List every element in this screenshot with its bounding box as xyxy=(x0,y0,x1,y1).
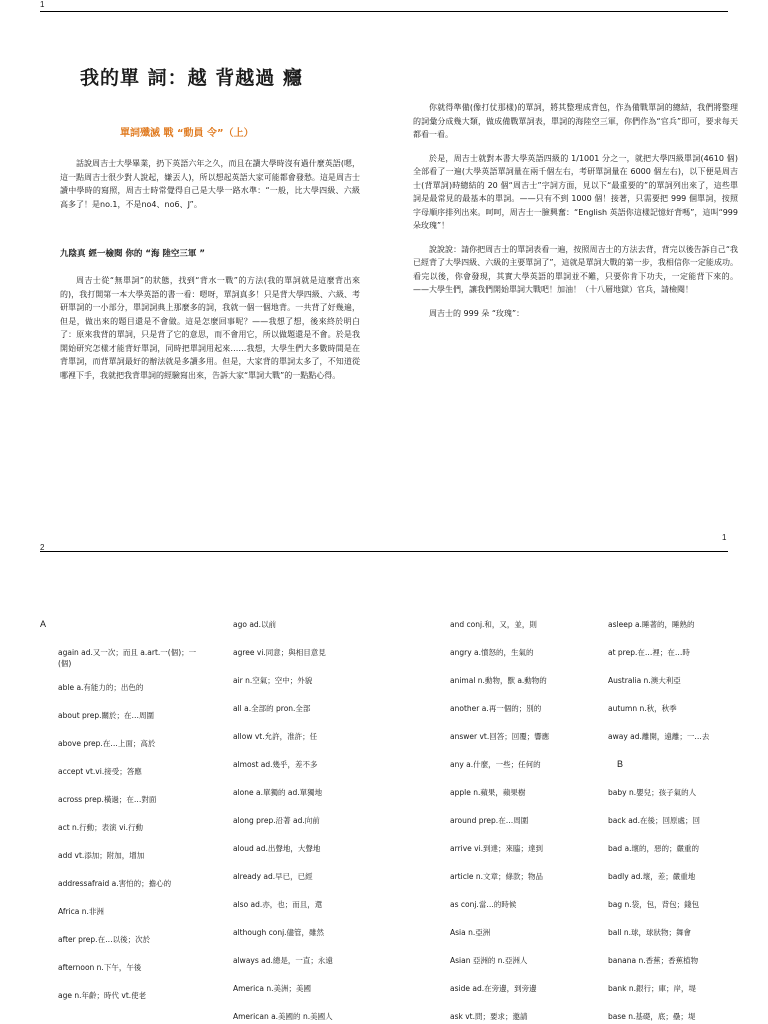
vocabulary-entry: ago ad.以前 xyxy=(233,620,277,629)
vocabulary-entry: angry a.憤怒的，生氣的 xyxy=(450,648,534,657)
vocabulary-entry: at prep.在…裡；在…時 xyxy=(608,648,690,657)
vocabulary-entry: ask vt.問；要求；邀請 xyxy=(450,1012,528,1021)
vocabulary-entry: article n.文章；條款；物品 xyxy=(450,872,544,881)
vocabulary-entry: arrive vi.到達；來臨；達到 xyxy=(450,844,544,853)
vocabulary-entry: animal n.動物，獸 a.動物的 xyxy=(450,676,547,685)
vocabulary-entry: always ad.總是，一直；永遠 xyxy=(233,956,333,965)
vocabulary-entry: asleep a.睡著的，睡熟的 xyxy=(608,620,695,629)
vocabulary-entry: around prep.在…周圍 xyxy=(450,816,529,825)
vocabulary-entry: Asian 亞洲的 n.亞洲人 xyxy=(450,956,528,965)
vocabulary-entry: baby n.嬰兒；孩子氣的人 xyxy=(608,788,697,797)
paragraph: 周吉士從“無單詞”的狀態，找到“背水一戰”的方法(我的單詞就是這麼背出來的)，我打開第一本大學英語的書一看：嗯呀，單詞真多！只是背大學四級、六級、考研單詞的一小部分，單詞詞典上那麼多的詞，我就一個一個地背。一共背了好幾遍，但是，做出來的題目還是不會做。這是怎麼回事呢？——我想了想，後來終於明白了：原來我背的單詞，只是背了它的意思，而不會用它，所以做題還是不會。於是我開始研究怎樣才能背好單詞，同時把單詞用起來……我想，大學生們大多數時間是在背單詞，而背單詞最好的辦法就是多讀多用。但是，大家背的單詞太多了，不知道從哪裡下手，我就把我背單詞的經驗寫出來，告訴大家“單詞大戰”的一點點心得。 xyxy=(60,276,360,380)
vocabulary-entry: already ad.早已，已經 xyxy=(233,872,313,881)
paragraph: 周吉士的 999 朵 “玫瑰”： xyxy=(429,308,525,318)
vocabulary-entry: bank n.銀行；庫；岸，堤 xyxy=(608,984,696,993)
vocabulary-entry: alone a.單獨的 ad.單獨地 xyxy=(233,788,323,797)
vocabulary-entry: American a.美國的 n.美國人 xyxy=(233,1012,333,1021)
page-number-bottom: 1 xyxy=(722,533,727,542)
vocabulary-entry: almost ad.幾乎，差不多 xyxy=(233,760,318,769)
paragraph: 你就得準備(像打仗那樣)的單詞，將其整理成背包，作為備戰單詞的總結，我們將整理的詞彙分成幾大類，做成備戰單詞表，單詞的海陸空三軍，你們作為“官兵”即可，要求每天都看一看。 xyxy=(413,103,738,139)
page-divider-2 xyxy=(40,551,728,552)
vocabulary-entry: answer vt.回答；回覆；響應 xyxy=(450,732,550,741)
vocabulary-entry: age n.年齡；時代 vt.使老 xyxy=(58,991,147,1000)
paragraph: 話說周吉士大學畢業，扔下英語六年之久，而且在讀大學時沒有過什麼英語(嗯，這一點周吉士很少對人說起，嫌丟人)，所以想起英語大家可能都會發愁。這是周吉士讀中學時的寫照，周吉士時常覺得自己是大學一路水準：“一般，比大學四級、六級高多了！是no.1，不是no4、no6、J”。 xyxy=(60,159,360,209)
vocabulary-entry: again ad.又一次；而且 a.art.一(個)；一(個) xyxy=(58,648,197,668)
vocabulary-entry: away ad.離開，遠離；一…去 xyxy=(608,732,710,741)
page-divider xyxy=(40,11,728,12)
vocabulary-entry: aside ad.在旁邊，到旁邊 xyxy=(450,984,537,993)
vocabulary-entry: air n.空氣；空中；外貌 xyxy=(233,676,313,685)
vocabulary-entry: able a.有能力的；出色的 xyxy=(58,683,144,692)
section-heading: 九陰真 經一檢閱 你的 “海 陸空三軍 ” xyxy=(60,249,205,259)
vocabulary-entry: autumn n.秋，秋季 xyxy=(608,704,677,713)
page-number-top-2: 2 xyxy=(40,543,45,552)
left-column-intro xyxy=(60,157,360,247)
vocabulary-entry: America n.美洲；美國 xyxy=(233,984,311,993)
vocabulary-entry: about prep.關於；在…周圍 xyxy=(58,711,154,720)
document-title: 我的單 詞：越 背越過 癮 xyxy=(80,67,303,89)
vocabulary-entry: after prep.在…以後；次於 xyxy=(58,935,151,944)
section-letter-a: A xyxy=(40,619,47,629)
vocabulary-entry: agree vi.同意；與相目意見 xyxy=(233,648,326,657)
document-subtitle: 單詞殲滅 戰 “動員 令”（上） xyxy=(120,128,254,139)
vocabulary-entry: bag n.袋，包，背包；錢包 xyxy=(608,900,700,909)
vocabulary-entry: base n.基礎，底；壘；堤 xyxy=(608,1012,696,1021)
vocabulary-entry: aloud ad.出聲地，大聲地 xyxy=(233,844,321,853)
page-number-top: 1 xyxy=(40,0,45,9)
vocabulary-entry: back ad.在後；回原處；回 xyxy=(608,816,700,825)
vocabulary-entry: badly ad.壞，差；嚴重地 xyxy=(608,872,696,881)
vocabulary-entry: act n.行動；表演 vi.行動 xyxy=(58,823,143,832)
vocabulary-entry: apple n.蘋果，蘋果樹 xyxy=(450,788,526,797)
vocabulary-entry: as conj.當…的時候 xyxy=(450,900,517,909)
paragraph: 於是，周吉士就對本書大學英語四級的 1/1001 分之一，就把大學四級單詞(4610 個)全部看了一遍(大學英語單詞量在兩千個左右，考研單詞量在 6000 個左右)，以下便是周吉士(背單詞)時總結的 20 個“周吉士”字詞方面，見以下“最重要的”的單詞列出來了，這些單詞是最常見的最基本的單詞。——只有不到 1000 個！接著，只需要把 999 個單詞，按照字母順序排列出來。呵呵，周吉士一臉興奮：“English 英語你這樣記憶好背嗎”，這叫“999 朵玫瑰”！ xyxy=(413,153,738,230)
vocabulary-entry: along prep.沿著 ad.向前 xyxy=(233,816,320,825)
vocabulary-entry: and conj.和，又，並，則 xyxy=(450,620,537,629)
vocabulary-entry: Africa n.非洲 xyxy=(58,907,104,916)
vocabulary-entry: allow vt.允許，准許；任 xyxy=(233,732,318,741)
vocabulary-entry: any a.什麼，一些；任何的 xyxy=(450,760,541,769)
vocabulary-entry: Australia n.澳大利亞 xyxy=(608,676,681,685)
paragraph: 說說說：請你把周吉士的單詞表看一遍，按照周吉士的方法去背，背完以後告訴自己“我已經背了大學四級、六級的主要單詞了”，這就是單詞大戰的第一步，我相信你一定能成功。看完以後，你會發現，其實大學英語的單詞並不難，只要你肯下功夫，一定能背下來的。——大學生們，讓我們開始單詞大戰吧！加油！（十八層地獄）官兵，請檢閱！ xyxy=(413,244,738,294)
right-column-body xyxy=(413,101,738,391)
vocabulary-entry: Asia n.亞洲 xyxy=(450,928,491,937)
vocabulary-entry: all a.全部的 pron.全部 xyxy=(233,704,311,713)
vocabulary-entry: across prep.橫過；在…對面 xyxy=(58,795,157,804)
vocabulary-entry: above prep.在…上面；高於 xyxy=(58,739,156,748)
vocabulary-entry: bad a.壞的，惡的；嚴重的 xyxy=(608,844,699,853)
vocabulary-entry: banana n.香蕉；香蕉植物 xyxy=(608,956,699,965)
vocabulary-entry: although conj.儘管，雖然 xyxy=(233,928,325,937)
vocabulary-entry: afternoon n.下午，午後 xyxy=(58,963,142,972)
section-letter-b: B xyxy=(617,759,624,769)
vocabulary-entry: add vt.添加；附加，增加 xyxy=(58,851,145,860)
left-column-body xyxy=(60,274,360,414)
vocabulary-entry: accept vt.vi.接受；答應 xyxy=(58,767,142,776)
vocabulary-entry: addressafraid a.害怕的；擔心的 xyxy=(58,879,172,888)
vocabulary-entry: ball n.球，球狀物；舞會 xyxy=(608,928,692,937)
vocabulary-entry: also ad.亦，也；而且，還 xyxy=(233,900,323,909)
vocabulary-entry: another a.再一個的；別的 xyxy=(450,704,542,713)
